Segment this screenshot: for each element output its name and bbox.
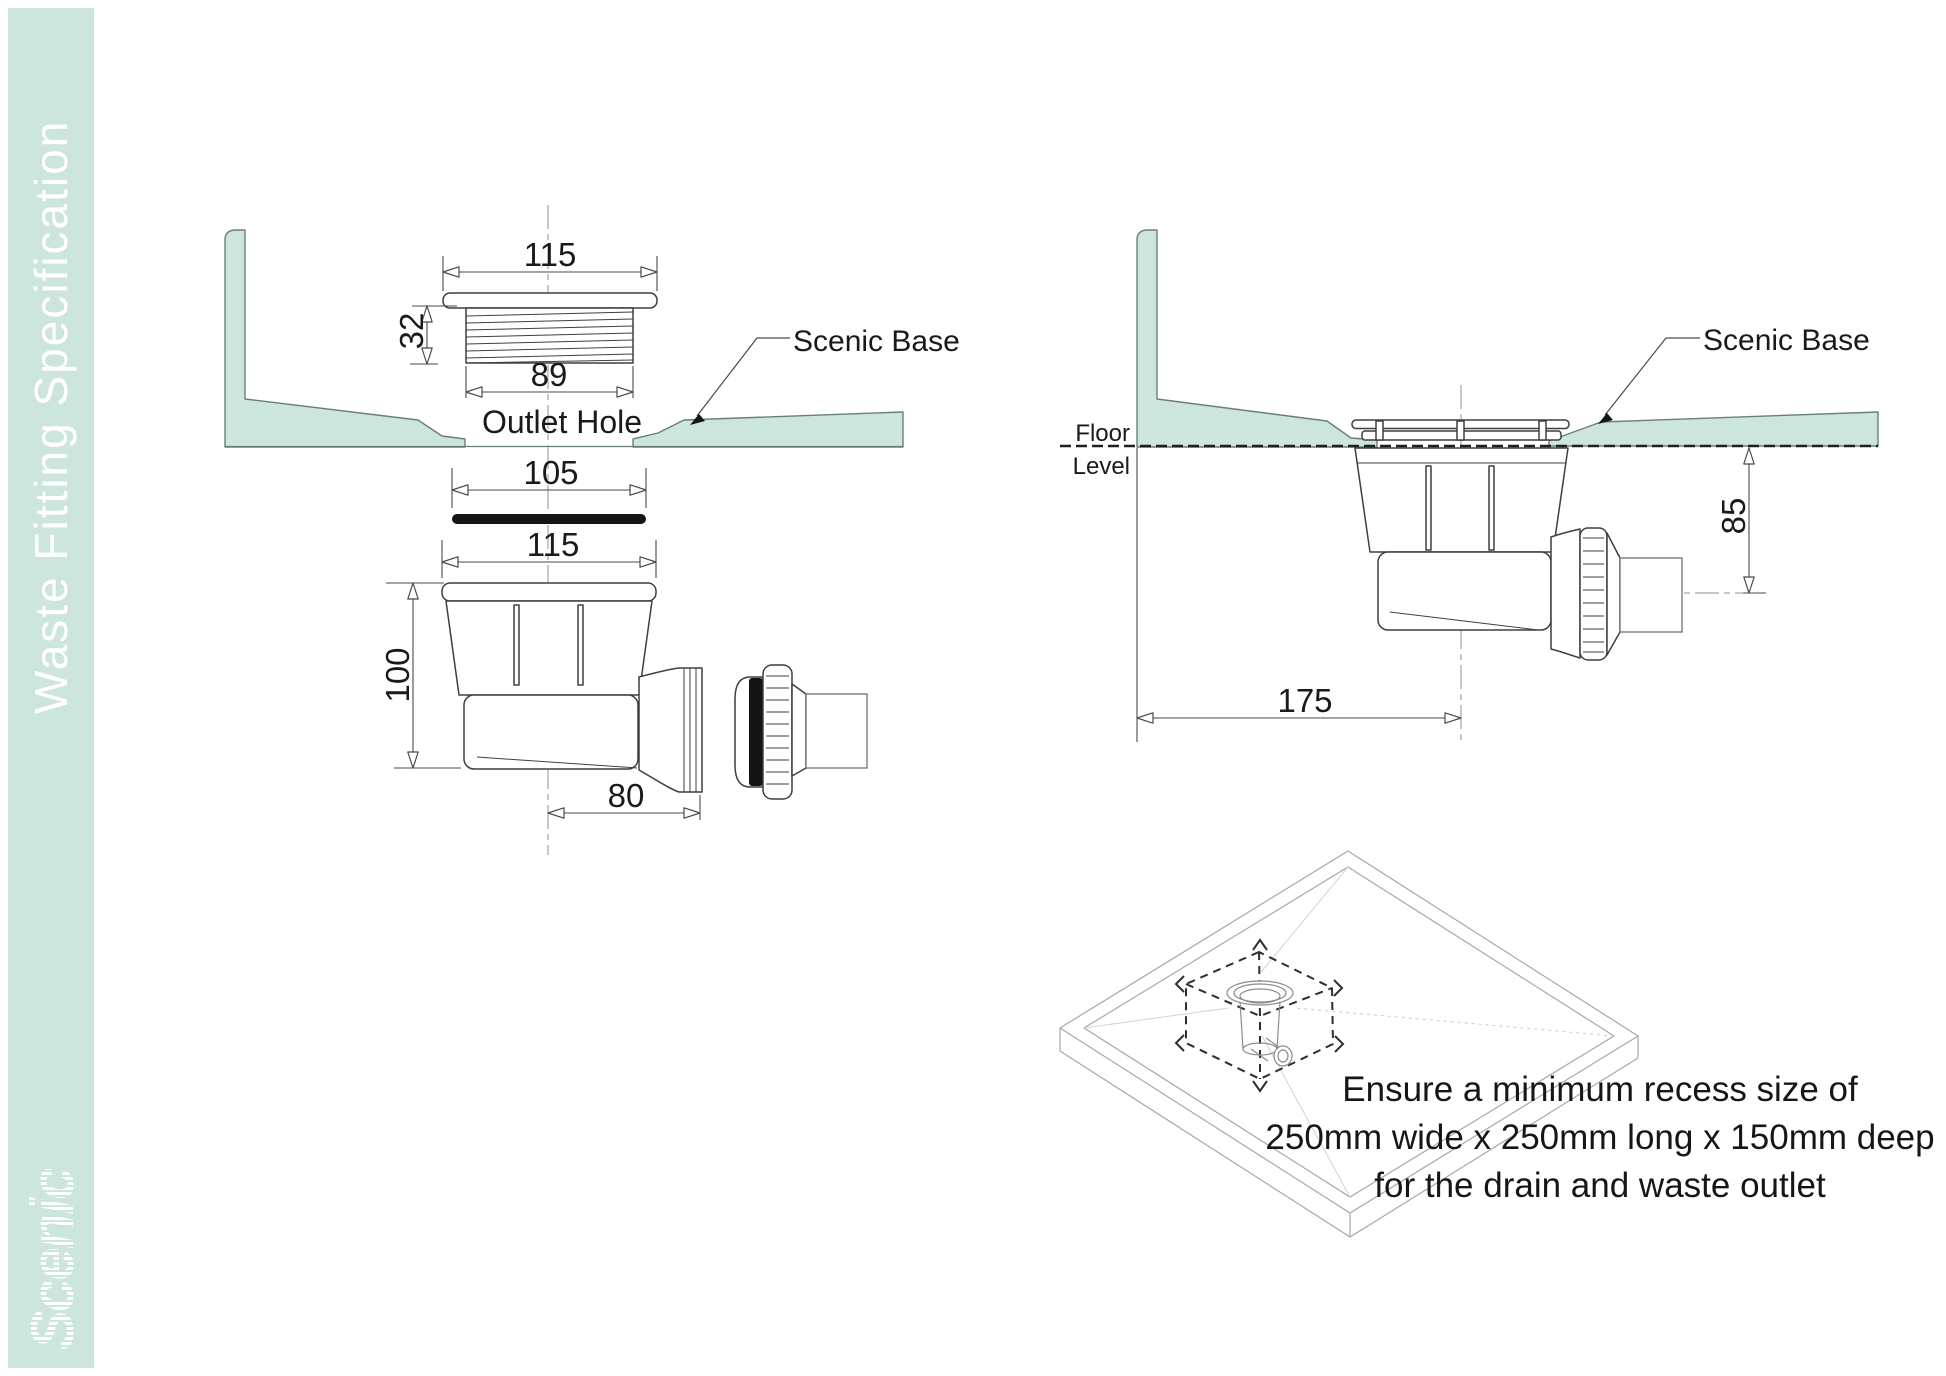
scenic-base-leader-right <box>1605 338 1700 415</box>
dimension-flange-width <box>443 236 657 291</box>
dim-seal-width-value: 105 <box>523 454 579 491</box>
scenic-base-leader-left <box>697 338 790 416</box>
trap-lower-tub <box>1378 552 1551 630</box>
recess-note-line1: Ensure a minimum recess size of <box>1342 1070 1858 1109</box>
recess-note-line2: 250mm wide x 250mm long x 150mm deep <box>1265 1118 1935 1157</box>
grate-tick-center <box>1457 421 1464 440</box>
trap-upper-body <box>446 601 652 695</box>
tray-fold-line-right <box>1295 1008 1614 1036</box>
dimension-seal-width <box>452 454 646 508</box>
dim-outlet-length-value: 80 <box>607 777 645 814</box>
left-section-diagram <box>225 205 960 855</box>
base-cross-section-right-part <box>633 412 903 447</box>
nut-cone <box>792 684 806 776</box>
trap-slot-right <box>578 605 583 685</box>
base-cross-section-right-part <box>1549 412 1878 446</box>
tail-pipe <box>806 694 867 768</box>
nut-knurled-collar <box>763 665 792 799</box>
dimension-outlet-depth <box>1715 448 1766 593</box>
trap-upper-body <box>1355 448 1568 552</box>
tray-outer-rim <box>1060 851 1638 1213</box>
outlet-bell <box>1551 529 1580 658</box>
recess-note-line3: for the drain and waste outlet <box>1374 1166 1826 1205</box>
dimension-thread-height <box>393 306 457 364</box>
rubber-seal <box>452 514 646 524</box>
trap-slot-left <box>514 605 519 685</box>
trap-lid <box>442 583 656 601</box>
trap-slot-left <box>1426 466 1431 550</box>
right-section-diagram <box>1060 230 1878 742</box>
outlet-pipe <box>1620 558 1682 632</box>
dim-body-height-value: 100 <box>379 647 416 703</box>
outlet-spout <box>639 668 702 792</box>
dimension-body-width <box>442 526 656 578</box>
flange-plate <box>443 293 657 308</box>
dim-thread-width-value: 89 <box>530 356 568 393</box>
dim-body-width-value: 115 <box>526 526 580 563</box>
trap-slot-right <box>1489 466 1494 550</box>
outlet-hole-label: Outlet Hole <box>481 404 643 440</box>
recess-note <box>1265 1070 1934 1205</box>
base-cross-section-left-part <box>1137 230 1377 447</box>
level-label: Level <box>1072 453 1130 480</box>
dim-flange-width-value: 115 <box>523 236 577 273</box>
dim-wall-to-drain-value: 175 <box>1277 682 1333 719</box>
dim-thread-height-value: 32 <box>393 312 430 350</box>
outlet-knurled-collar <box>1580 528 1607 660</box>
brand-logo: Scenic <box>19 1168 86 1350</box>
scenic-base-label-left: Scenic Base <box>793 325 960 358</box>
scenic-base-label-right: Scenic Base <box>1703 324 1870 357</box>
nut-seal-band <box>749 678 763 786</box>
page-title: Waste Fitting Specification <box>25 119 77 714</box>
floor-label: Floor <box>1075 420 1130 447</box>
grate-tick-right <box>1539 421 1546 440</box>
grate-tick-left <box>1376 421 1383 440</box>
recess-zone-dashed-cube <box>1186 952 1333 1079</box>
dim-outlet-depth-value: 85 <box>1715 497 1752 535</box>
outlet-cone <box>1607 533 1620 655</box>
